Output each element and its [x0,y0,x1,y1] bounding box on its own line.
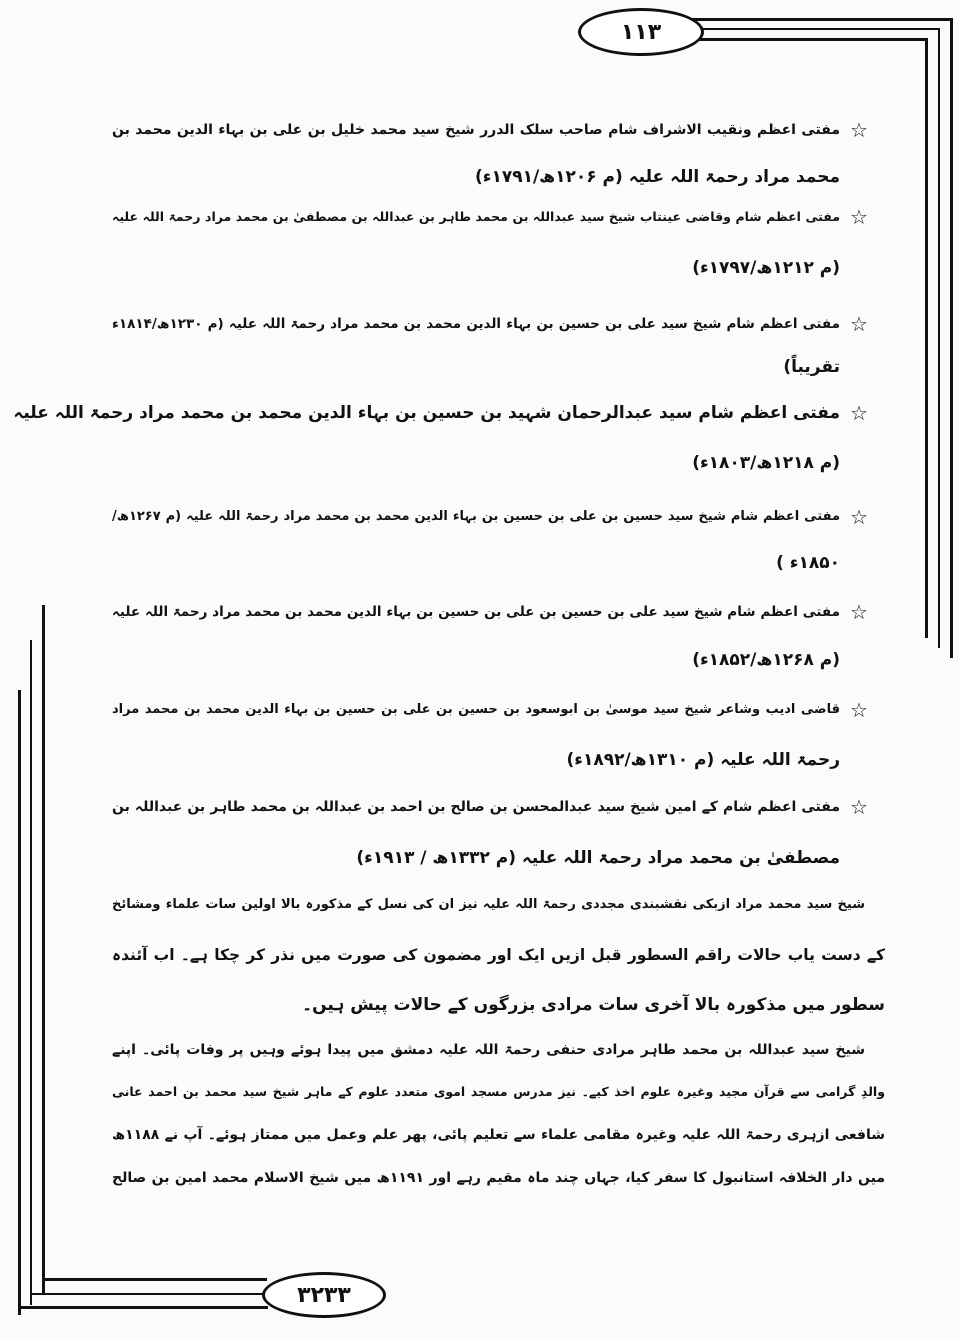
star-outline-icon: ☆ [850,118,868,142]
star-outline-icon: ☆ [850,505,868,529]
entry-line: مفتی اعظم شام شیخ سید حسین بن علی بن حسین بن بہاء الدین محمد بن محمد مراد رحمۃ اللہ علیہ (م ۱۲۶۷ھ/ [112,509,840,524]
entry-line: مصطفیٰ بن محمد مراد رحمۃ اللہ علیہ (م ۱۳۳۲ھ / ۱۹۱۳ء) [356,848,840,868]
frame-line [695,28,940,30]
star-outline-icon: ☆ [850,795,868,819]
paragraph-line: شیخ سید عبداللہ بن محمد طاہر مرادی حنفی رحمۃ اللہ علیہ دمشق میں پیدا ہوئے وہیں پر وفات پائی۔ اپنے [112,1042,865,1058]
entry-line: مفتی اعظم شام کے امین شیخ سید عبدالمحسن بن صالح بن احمد بن عبداللہ بن محمد طاہر بن عبداللہ بن [112,799,840,815]
entry-line: مفتی اعظم شام شیخ سید علی بن حسین بن بہاء الدین محمد بن محمد مراد رحمۃ اللہ علیہ (م ۱۲۳۰ھ/۱۸۱۴ء [112,316,840,332]
entry-line: مفتی اعظم شام سید عبدالرحمان شہید بن حسین بن بہاء الدین محمد بن محمد مراد رحمۃ اللہ علیہ [13,403,840,423]
frame-line [938,28,940,648]
paragraph-line: میں دار الخلافہ استانبول کا سفر کیا، جہاں چند ماہ مقیم رہے اور ۱۱۹۱ھ میں شیخ الاسلام محمد امین بن صالح [112,1170,885,1186]
frame-line [42,1278,267,1281]
frame-line [18,690,21,1315]
star-outline-icon: ☆ [850,312,868,336]
frame-line [42,605,45,1295]
entry-line: ۱۸۵۰ء ) [776,553,840,573]
page-number-top-text: ۱۱۳ [620,19,662,45]
page-number-top [578,8,704,56]
page-number-bottom-text: ۳۲۳۳ [297,1282,351,1308]
frame-line [30,640,32,1305]
frame-line [18,1306,268,1309]
star-outline-icon: ☆ [850,401,868,425]
frame-line [925,38,928,638]
entry-line: مفتی اعظم شام شیخ سید علی بن حسین بن علی بن حسین بن بہاء الدین محمد بن محمد مراد رحمۃ اللہ علیہ [112,604,840,620]
entry-line: (م ۱۲۱۲ھ/۱۷۹۷ء) [692,258,840,278]
entry-line: مفتی اعظم شام وقاضی عینتاب شیخ سید عبداللہ بن محمد طاہر بن عبداللہ بن مصطفیٰ بن محمد مراد رحمۃ اللہ علیہ [112,209,840,224]
entry-line: (م ۱۲۶۸ھ/۱۸۵۲ء) [692,650,840,670]
paragraph-line: شافعی ازہری رحمۃ اللہ علیہ وغیرہ مقامی علماء سے تعلیم پائی، پھر علم وعمل میں ممتاز ہوئے۔ آپ نے ۱۱۸۸ھ [112,1127,885,1143]
paragraph-line: کے دست یاب حالات راقم السطور قبل ازیں ایک اور مضمون کی صورت میں نذر کر چکا ہے۔ اب آئندہ [112,946,885,964]
page-number-bottom [262,1272,386,1318]
paragraph-line: والدِ گرامی سے قرآن مجید وغیرہ علوم اخذ کیے۔ نیز مدرس مسجد اموی متعدد علوم کے ماہر شیخ سید محمد بن احمد عانی [112,1084,885,1099]
entry-line: رحمۃ اللہ علیہ (م ۱۳۱۰ھ/۱۸۹۲ء) [566,750,840,770]
star-outline-icon: ☆ [850,698,868,722]
entry-line: قاضی ادیب وشاعر شیخ سید موسیٰ بن ابوسعود بن حسین بن علی بن حسین بن بہاء الدین محمد بن محمد مراد [112,702,840,717]
frame-line [692,38,927,41]
entry-line: محمد مراد رحمۃ اللہ علیہ (م ۱۲۰۶ھ/۱۷۹۱ء) [474,167,840,187]
entry-line: (م ۱۲۱۸ھ/۱۸۰۳ء) [692,453,840,473]
frame-line [690,18,952,21]
frame-line [950,18,953,658]
star-outline-icon: ☆ [850,205,868,229]
entry-line: تقریباً) [783,357,840,377]
entry-line: مفتی اعظم ونقیب الاشراف شام صاحب سلک الدرر شیخ سید محمد خلیل بن علی بن بہاء الدین محمد بن [112,122,840,138]
frame-line [30,1293,265,1295]
paragraph-line: شیخ سید محمد مراد ازبکی نقشبندی مجددی رحمۃ اللہ علیہ نیز ان کی نسل کے مذکورہ بالا اولین سات علماء ومشائخ [112,897,865,912]
star-outline-icon: ☆ [850,600,868,624]
paragraph-line: سطور میں مذکورہ بالا آخری سات مرادی بزرگوں کے حالات پیش ہیں۔ [302,995,885,1015]
